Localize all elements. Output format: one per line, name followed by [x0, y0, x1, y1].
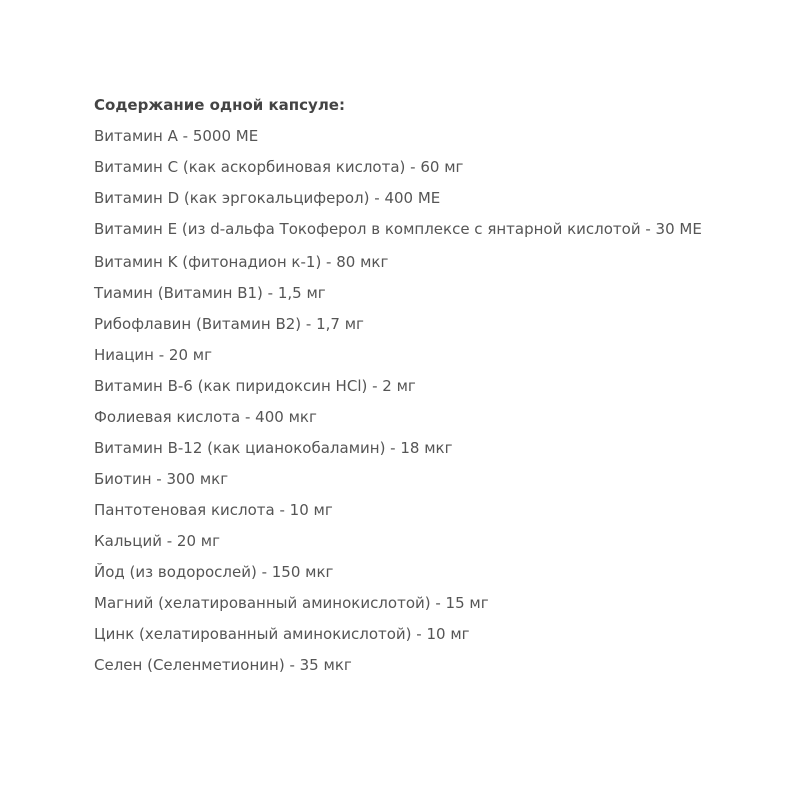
ingredient-item: Витамин B-6 (как пиридоксин HCl) - 2 мг — [94, 377, 416, 395]
ingredient-item: Фолиевая кислота - 400 мкг — [94, 408, 317, 426]
ingredient-item: Ниацин - 20 мг — [94, 346, 212, 364]
ingredient-item: Цинк (хелатированный аминокислотой) - 10 мг — [94, 625, 470, 643]
ingredient-item: Кальций - 20 мг — [94, 532, 220, 550]
ingredient-item: Тиамин (Витамин B1) - 1,5 мг — [94, 284, 326, 302]
ingredient-item: Витамин K (фитонадион к-1) - 80 мкг — [94, 253, 389, 271]
composition-heading: Содержание одной капсуле: — [94, 96, 345, 114]
ingredient-item: Йод (из водорослей) - 150 мкг — [94, 563, 334, 581]
ingredient-item: Биотин - 300 мкг — [94, 470, 229, 488]
ingredient-item: Витамин B-12 (как цианокобаламин) - 18 мкг — [94, 439, 453, 457]
ingredient-item: Витамин А - 5000 МЕ — [94, 127, 259, 145]
ingredient-item: Витамин D (как эргокальциферол) - 400 МЕ — [94, 189, 441, 207]
ingredient-item: Селен (Селенметионин) - 35 мкг — [94, 656, 352, 674]
ingredient-item: Магний (хелатированный аминокислотой) - 15 мг — [94, 594, 489, 612]
ingredient-item: Рибофлавин (Витамин B2) - 1,7 мг — [94, 315, 364, 333]
ingredient-item: Витамин E (из d-альфа Токоферол в комплексе с янтарной кислотой - 30 МЕ — [94, 220, 702, 238]
ingredient-list — [94, 125, 734, 676]
ingredient-item: Пантотеновая кислота - 10 мг — [94, 501, 333, 519]
ingredient-item: Витамин С (как аскорбиновая кислота) - 60 мг — [94, 158, 464, 176]
supplement-facts — [94, 94, 734, 676]
